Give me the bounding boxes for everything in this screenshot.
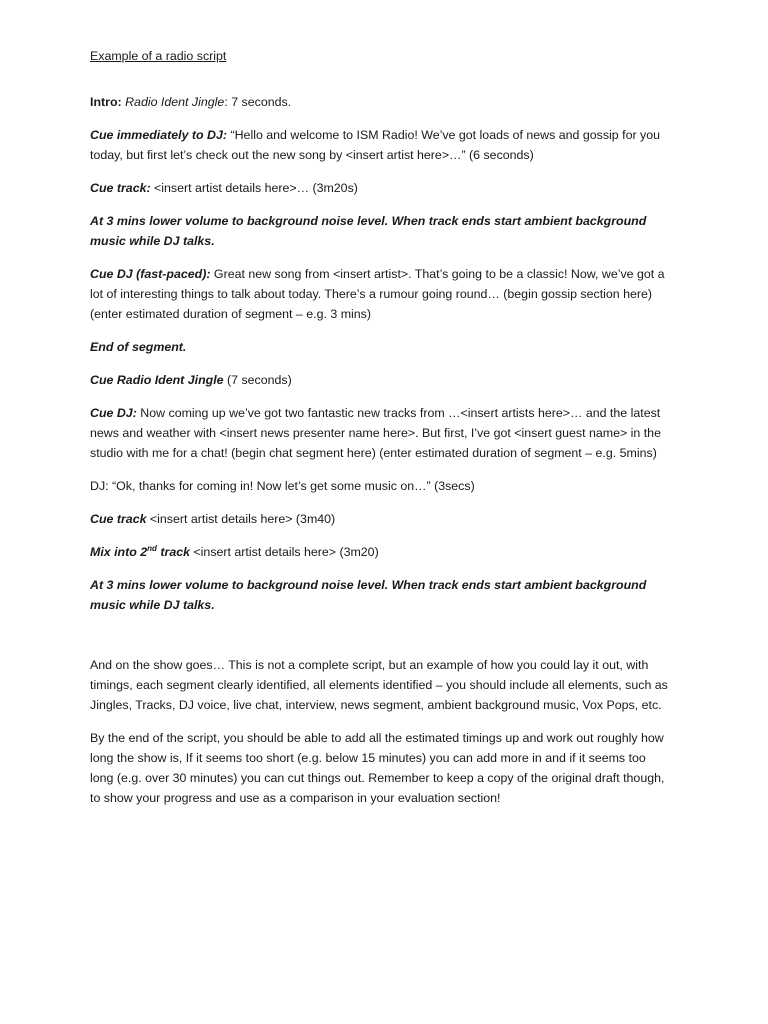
- cue-dj-fast-paced-label: Cue DJ (fast-paced):: [90, 267, 211, 281]
- intro-line: [90, 92, 670, 112]
- cue-track-2-label: Cue track: [90, 512, 147, 526]
- document-title: Example of a radio script: [90, 49, 227, 63]
- cue-dj-fast-paced-text: Great new song from <insert artist>. That’s going to be a classic! Now, we’ve got a lot of interesting things to talk about today. There’s a rumour going round… (begin gossip section here) (enter estimated duration of segment – e.g. 3 mins): [90, 267, 665, 321]
- mix-label-post: track: [156, 545, 190, 559]
- dj-line: DJ: “Ok, thanks for coming in! Now let’s get some music on…” (3secs): [90, 479, 475, 493]
- closing-paragraph-2: By the end of the script, you should be able to add all the estimated timings up and work out roughly how long the show is, If it seems too short (e.g. below 15 minutes) you can add more in and if it seems too long (e.g. over 30 minutes) you can cut things out. Remember to keep a copy of the original draft though, to show your progress and use as a comparison in your evaluation section!: [90, 731, 665, 805]
- cue-radio-ident-text: (7 seconds): [223, 373, 292, 387]
- cue-track-1-text: <insert artist details here>… (3m20s): [150, 181, 358, 195]
- intro-rest: : 7 seconds.: [224, 95, 292, 109]
- cue-dj-immediate-text: “Hello and welcome to ISM Radio! We’ve got loads of news and gossip for you today, but first let’s check out the new song by <insert artist here>…” (6 seconds): [90, 128, 661, 162]
- mix-into-second-track: [90, 542, 670, 562]
- cue-radio-ident-label: Cue Radio Ident Jingle: [90, 373, 224, 387]
- mix-text: <insert artist details here> (3m20): [190, 545, 379, 559]
- cue-track-2-text: <insert artist details here> (3m40): [146, 512, 336, 526]
- mix-label-pre: Mix into 2: [90, 545, 148, 559]
- end-of-segment: End of segment.: [90, 340, 187, 354]
- intro-jingle: Radio Ident Jingle: [125, 95, 225, 109]
- direction-1: At 3 mins lower volume to background noise level. When track ends start ambient background music while DJ talks.: [90, 214, 647, 248]
- closing-paragraph-1: And on the show goes… This is not a complete script, but an example of how you could lay it out, with timings, each segment clearly identified, all elements identified – you should include all elements, such as Jingles, Tracks, DJ voice, live chat, interview, news segment, ambient background music, Vox Pops, etc.: [90, 658, 668, 712]
- cue-track-2: [90, 509, 670, 529]
- cue-dj-fast-paced: [90, 264, 670, 324]
- cue-dj-immediate-label: Cue immediately to DJ:: [90, 128, 228, 142]
- cue-dj-3: [90, 403, 670, 463]
- document-body: [90, 46, 670, 821]
- cue-track-1-label: Cue track:: [90, 181, 151, 195]
- cue-dj-3-text: Now coming up we’ve got two fantastic new tracks from …<insert artists here>… and the latest news and weather with <insert news presenter name here>. But first, I’ve got <insert guest name> in the studio with me for a chat! (begin chat segment here) (enter estimated duration of segment – e.g. 5mins): [90, 406, 661, 460]
- intro-label: Intro:: [90, 95, 122, 109]
- direction-2: At 3 mins lower volume to background noise level. When track ends start ambient background music while DJ talks.: [90, 578, 647, 612]
- cue-track-1: [90, 178, 670, 198]
- cue-dj-3-label: Cue DJ:: [90, 406, 137, 420]
- cue-dj-immediate: [90, 125, 670, 165]
- cue-radio-ident: [90, 370, 670, 390]
- mix-label-sup: nd: [147, 543, 157, 553]
